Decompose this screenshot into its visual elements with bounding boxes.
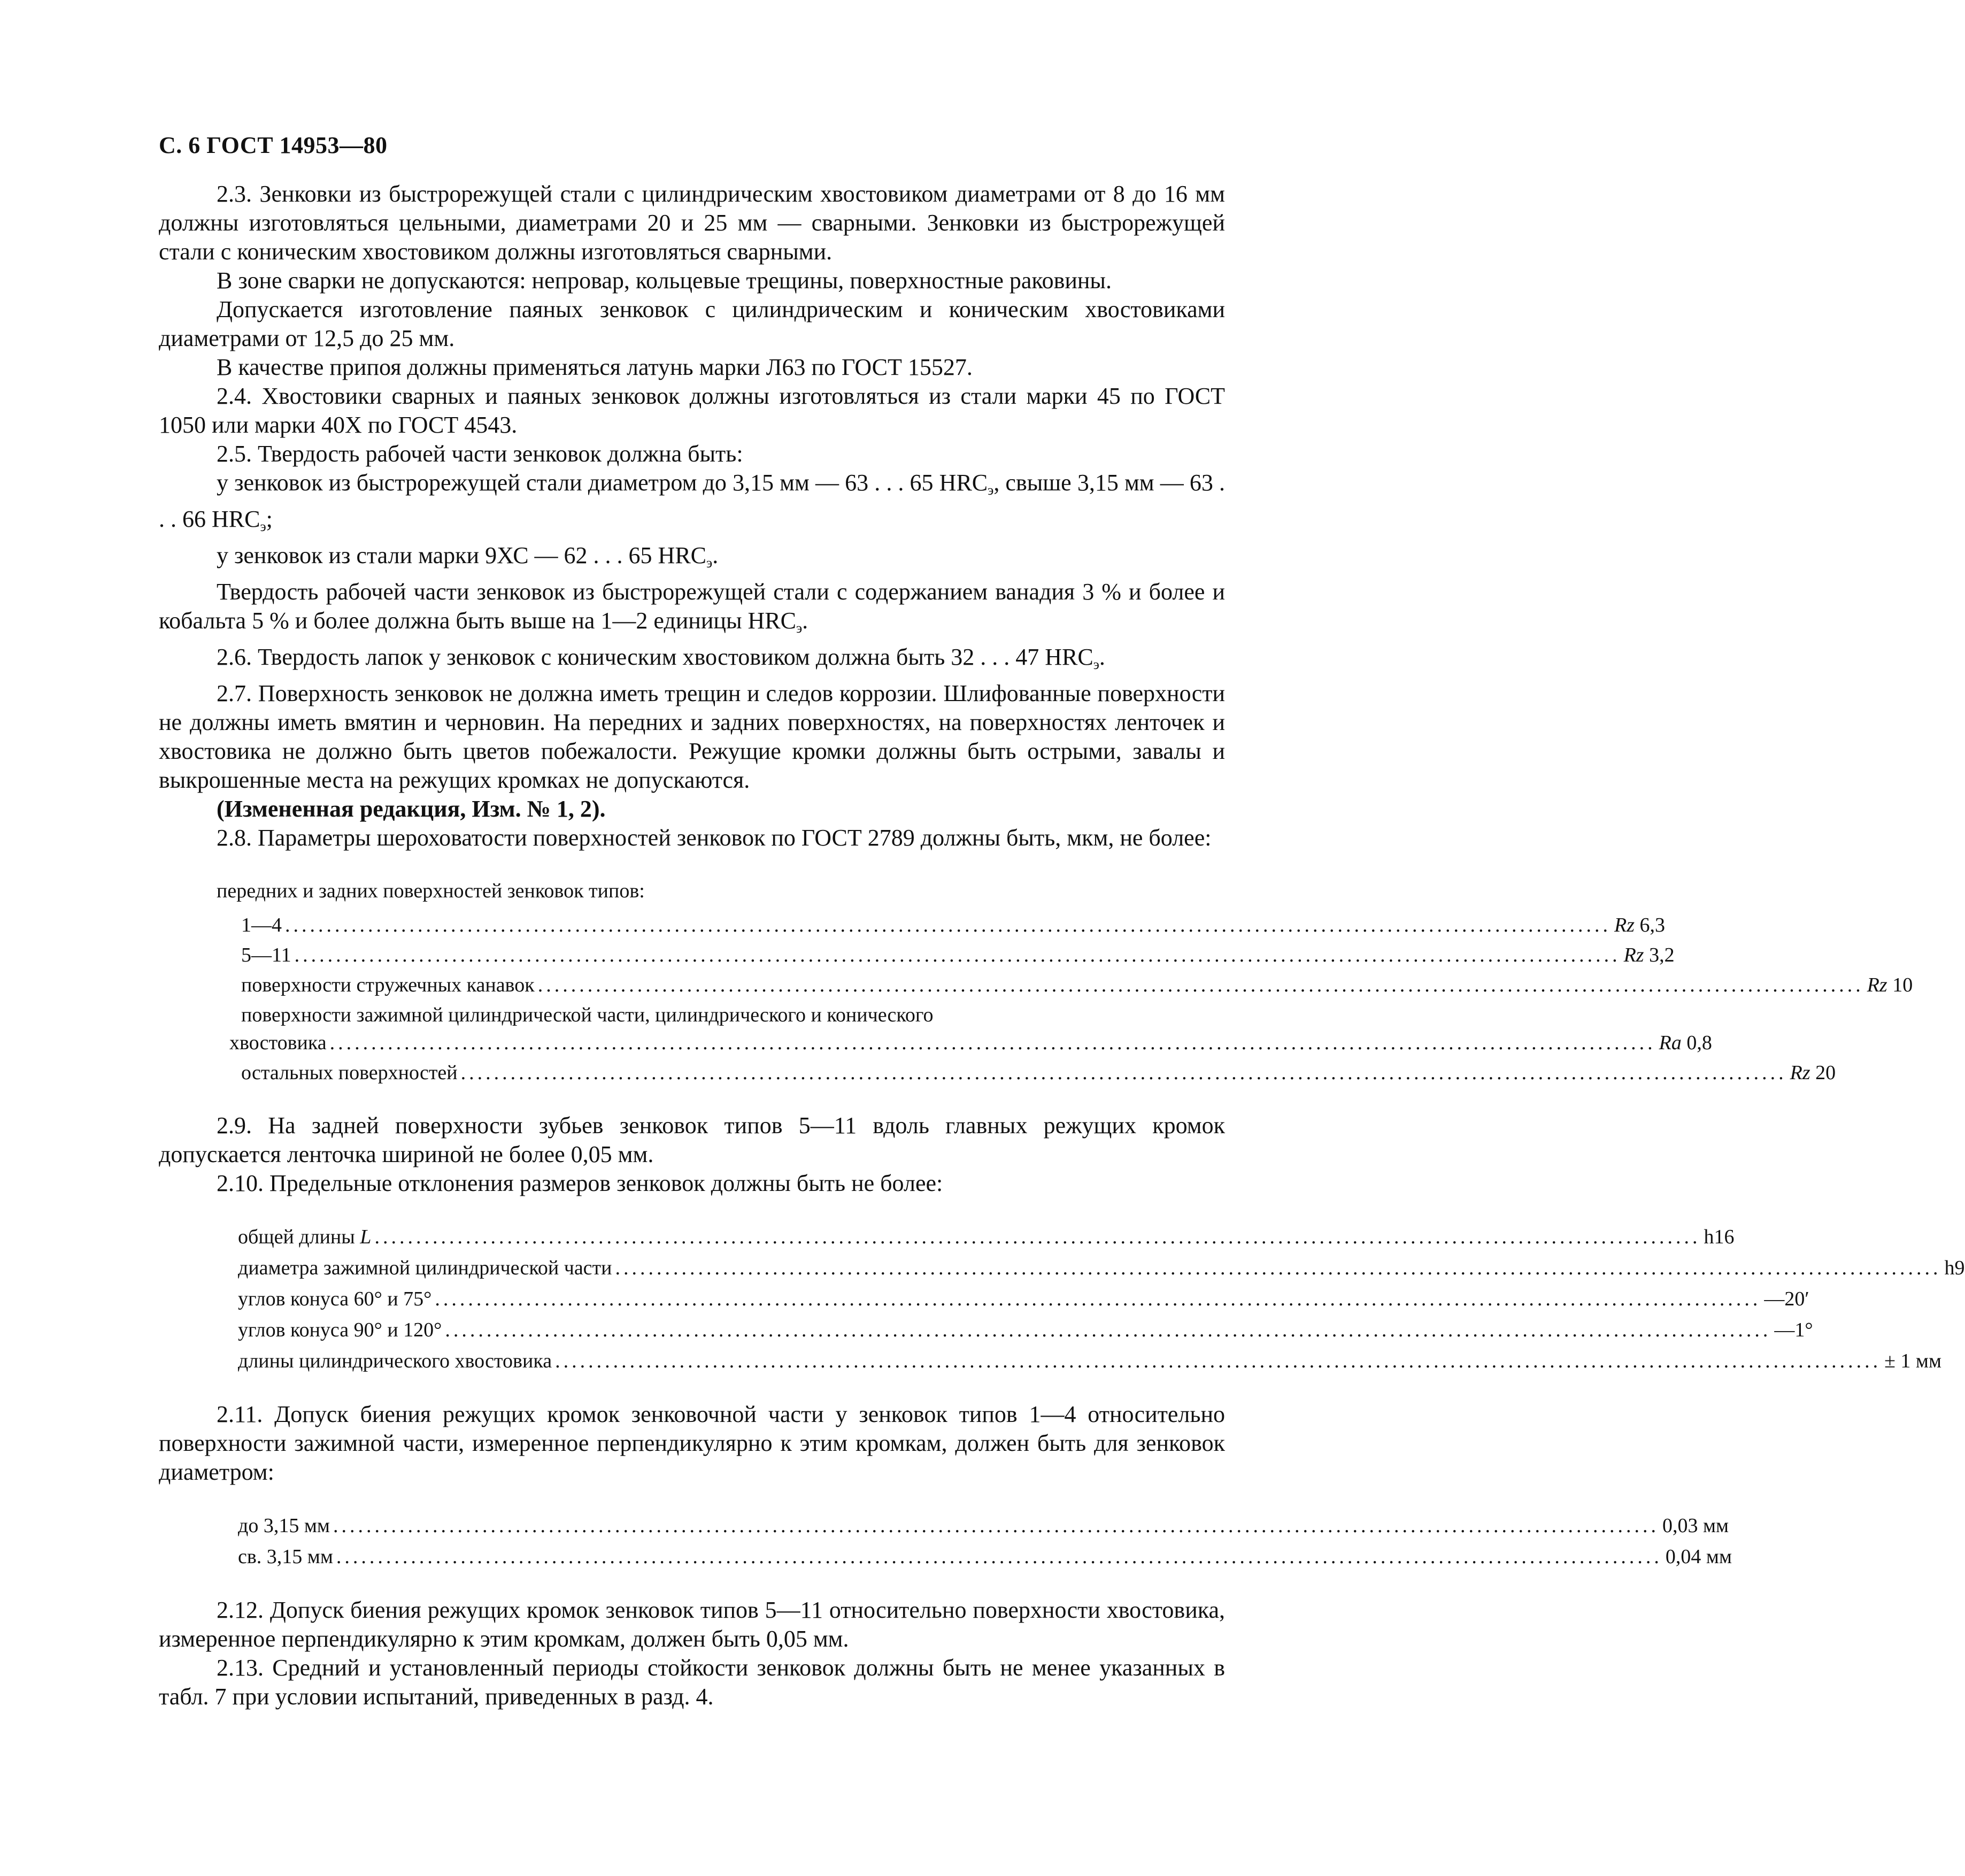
paragraph-2-10: 2.10. Предельные отклонения размеров зенковок должны быть не более: xyxy=(217,1170,943,1196)
runout-row: до 3,15 мм ................................................................................................................................................................ 0,03 мм xyxy=(238,1514,1729,1537)
roughness-row-multiline-first: поверхности зажимной цилиндрической части, цилиндрического и конического xyxy=(241,1004,934,1026)
deviation-row: углов конуса 90° и 120° ................................................................................................................................................................ —1° xyxy=(238,1319,1813,1341)
paragraph-2-5: 2.5. Твердость рабочей части зенковок должна быть: xyxy=(217,441,743,467)
paragraph-2-4: 2.4. Хвостовики сварных и паяных зенковок должны изготовляться из стали марки 45 по ГОСТ 1050 или марки 40Х по ГОСТ 4543. xyxy=(159,383,1225,438)
roughness-intro: передних и задних поверхностей зенковок типов: xyxy=(217,880,645,902)
paragraph-solder: В качестве припоя должны применяться латунь марки Л63 по ГОСТ 15527. xyxy=(217,354,973,380)
paragraph-2-11: 2.11. Допуск биения режущих кромок зенковочной части у зенковок типов 1—4 относительно поверхности зажимной части, измеренное перпендикулярно к этим кромкам, должен быть для зенковок диаметром: xyxy=(159,1401,1225,1485)
paragraph-hardness-1: у зенковок из быстрорежущей стали диаметром до 3,15 мм — 63 . . . 65 $HRC_э$, свыше 3,15 мм — 63 . . . 66 $HRC_э$; xyxy=(159,470,1225,534)
deviation-row: диаметра зажимной цилиндрической части ................................................................................................................................................................ h9 xyxy=(238,1257,1965,1279)
paragraph-2-12: 2.12. Допуск биения режущих кромок зенковок типов 5—11 относительно поверхности хвостовика, измеренное перпендикулярно к этим кромкам, должен быть 0,05 мм. xyxy=(159,1597,1225,1652)
roughness-row: 5—11 ................................................................................................................................................................ Rz 3,2 xyxy=(241,944,1675,966)
deviations-list xyxy=(238,1221,1965,1377)
roughness-row: хвостовика ................................................................................................................................................................ Ra 0,8 xyxy=(229,1032,1712,1054)
runout-row: св. 3,15 мм ................................................................................................................................................................ 0,04 мм xyxy=(238,1546,1732,1568)
document-body xyxy=(159,180,1965,1711)
paragraph-welding-zone: В зоне сварки не допускаются: непровар, кольцевые трещины, поверхностные раковины. xyxy=(217,267,1112,294)
paragraph-2-3: 2.3. Зенковки из быстрорежущей стали с цилиндрическим хвостовиком диаметрами от 8 до 16 мм должны изготовляться цельными, диаметрами 20 и 25 мм — сварными. Зенковки из быстрорежущей стали с коническим хвостовиком должны изготовляться сварными. xyxy=(159,181,1225,265)
page-header: С. 6 ГОСТ 14953—80 xyxy=(159,132,388,158)
paragraph-soldered: Допускается изготовление паяных зенковок с цилиндрическим и коническим хвостовиками диаметрами от 12,5 до 25 мм. xyxy=(159,296,1225,351)
roughness-row: остальных поверхностей ................................................................................................................................................................ Rz 20 xyxy=(241,1062,1836,1084)
runout-list xyxy=(238,1510,1732,1572)
paragraph-hardness-2: у зенковок из стали марки 9ХС — 62 . . . 65 $HRC_э$. xyxy=(217,542,719,571)
paragraph-2-9: 2.9. На задней поверхности зубьев зенковок типов 5—11 вдоль главных режущих кромок допускается ленточка шириной не более 0,05 мм. xyxy=(159,1112,1225,1167)
roughness-row: 1—4 ................................................................................................................................................................ Rz 6,3 xyxy=(241,914,1665,936)
paragraph-2-7: 2.7. Поверхность зенковок не должна иметь трещин и следов коррозии. Шлифованные поверхности не должны иметь вмятин и черновин. На передних и задних поверхностях, на поверхностях ленточек и хвостовика не должно быть цветов побежалости. Режущие кромки должны быть острыми, завалы и выкрошенные места на режущих кромках не допускаются. xyxy=(159,680,1225,793)
roughness-list xyxy=(217,876,1913,1088)
deviation-row: общей длины L ................................................................................................................................................................ h16 xyxy=(238,1226,1735,1248)
deviation-row: длины цилиндрического хвостовика ................................................................................................................................................................ ± 1 мм xyxy=(238,1350,1942,1372)
roughness-row: поверхности стружечных канавок ................................................................................................................................................................ Rz 10 xyxy=(241,974,1913,996)
paragraph-hardness-3: Твердость рабочей части зенковок из быстрорежущей стали с содержанием ванадия 3 % и более и кобальта 5 % и более должна быть выше на 1—2 единицы $HRC_э$. xyxy=(159,579,1225,636)
paragraph-2-13: 2.13. Средний и установленный периоды стойкости зенковок должны быть не менее указанных в табл. 7 при условии испытаний, приведенных в разд. 4. xyxy=(159,1655,1225,1710)
paragraph-2-6: 2.6. Твердость лапок у зенковок с коническим хвостовиком должна быть 32 . . . 47 $HRC_э$. xyxy=(217,644,1105,672)
amendment-note: (Измененная редакция, Изм. № 1, 2). xyxy=(217,796,606,822)
paragraph-2-8: 2.8. Параметры шероховатости поверхностей зенковок по ГОСТ 2789 должны быть, мкм, не более: xyxy=(217,825,1212,851)
deviation-row: углов конуса 60° и 75° ................................................................................................................................................................ —20′ xyxy=(238,1288,1809,1310)
